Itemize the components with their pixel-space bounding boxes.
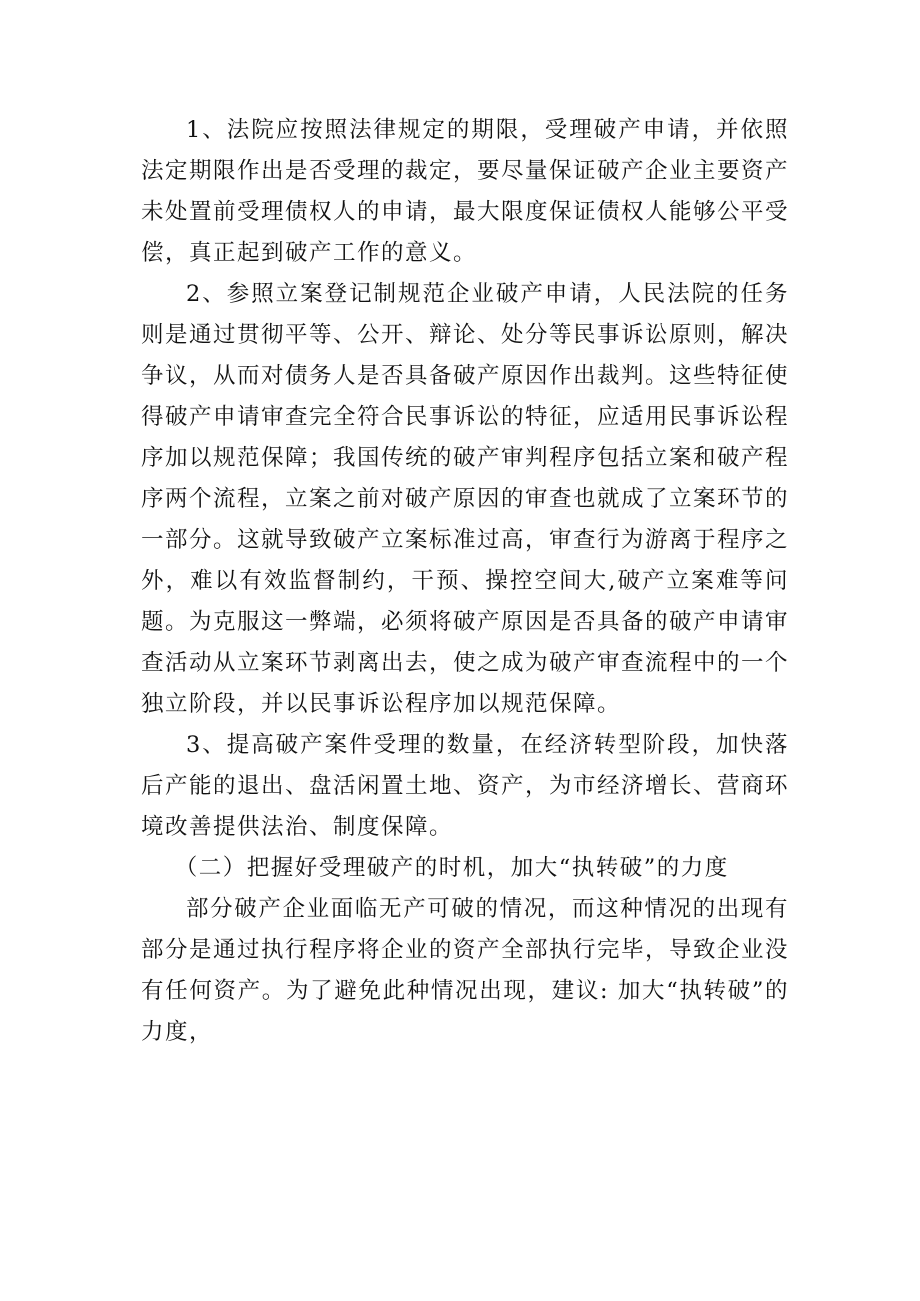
section-heading: （二）把握好受理破产的时机，加大“执转破”的力度 bbox=[174, 855, 729, 881]
paragraph-3: 3、提高破产案件受理的数量，在经济转型阶段，加快落后产能的退出、盘活闲置土地、资产，为市经济增长、营商环境改善提供法治、制度保障。 bbox=[141, 732, 790, 840]
paragraph-2: 2、参照立案登记制规范企业破产申请，人民法院的任务则是通过贯彻平等、公开、辩论、处分等民事诉讼原则，解决争议，从而对债务人是否具备破产原因作出裁判。这些特征使得破产申请审查完全符合民事诉讼的特征，应适用民事诉讼程序加以规范保障；我国传统的破产审判程序包括立案和破产程序两个流程，立案之前对破产原因的审查也就成了立案环节的一部分。这就导致破产立案标准过高，审查行为游离于程序之外，难以有效监督制约，干预、操控空间大,破产立案难等问题。为克服这一弊端，必须将破产原因是否具备的破产申请审查活动从立案环节剥离出去，使之成为破产审查流程中的一个独立阶段，并以民事诉讼程序加以规范保障。 bbox=[141, 281, 790, 717]
paragraph-4: 部分破产企业面临无产可破的情况，而这种情况的出现有部分是通过执行程序将企业的资产全部执行完毕，导致企业没有任何资产。为了避免此种情况出现，建议: 加大“执转破”的力度， bbox=[141, 896, 790, 1045]
paragraph-1: 1、法院应按照法律规定的期限，受理破产申请，并依照法定期限作出是否受理的裁定，要尽量保证破产企业主要资产未处置前受理债权人的申请，最大限度保证债权人能够公平受偿，真正起到破产工作的意义。 bbox=[141, 117, 790, 266]
document-body bbox=[141, 110, 789, 1053]
